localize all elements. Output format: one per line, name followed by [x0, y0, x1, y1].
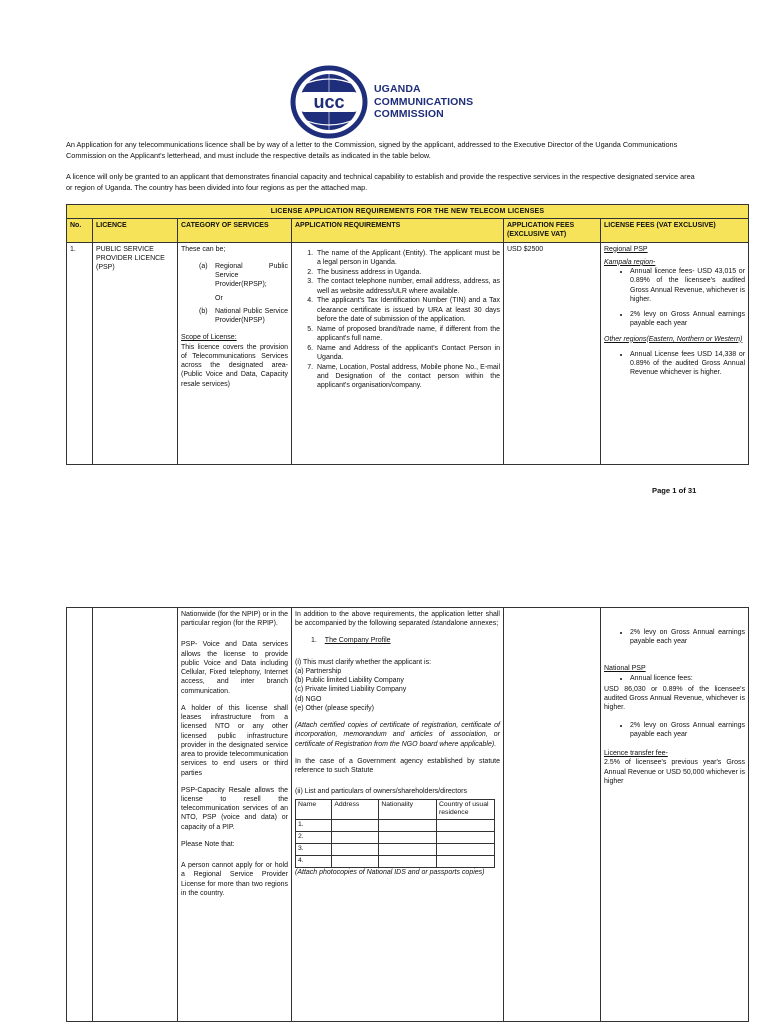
owner-cell[interactable]: [437, 832, 495, 844]
list-item: 7. Name, Location, Postal address, Mobile phone No., E-mail and Designation of the contact person within the applicant's organisation/company.: [315, 363, 500, 391]
kampala-fees-list: [630, 267, 745, 328]
company-profile-heading: The Company Profile: [324, 637, 391, 645]
government-agency-note: In the case of a Government agency established by statute reference to such Statute: [295, 757, 500, 775]
owners-list-label: (ii) List and particulars of owners/shareholders/directors: [295, 788, 467, 796]
owner-cell[interactable]: [437, 820, 495, 832]
category-paragraph: A holder of this license shall leases infrastructure from a licensed NTO or any other licensed public infrastructure provider in the designated service area to provide telecommunication services to end users or third parties: [181, 704, 289, 777]
table-title: LICENSE APPLICATION REQUIREMENTS FOR THE NEW TELECOM LICENSES: [67, 205, 749, 219]
row-number-empty: [67, 608, 93, 1022]
intro-paragraph-1: An Application for any telecommunications licence shall be by way of a letter to the Commission, signed by the applicant, addressed to the Executive Director of the Uganda Communications Commission on the Applicant's letterhead, and must include the respective details as indicated in the table below.: [66, 140, 678, 160]
col-header-license-fees: LICENSE FEES (VAT EXCLUSIVE): [601, 219, 749, 242]
owners-col-residence: Country of usual residence: [437, 799, 495, 820]
license-fees-cell: [601, 242, 749, 464]
col-header-category: CATEGORY OF SERVICES: [178, 219, 292, 242]
requirements-intro: In addition to the above requirements, the application letter shall be accompanied by the following separated /standalone annexes;: [295, 611, 500, 628]
entity-type: (a) Partnership: [295, 667, 342, 675]
owner-cell[interactable]: [332, 856, 379, 868]
owners-col-address: Address: [332, 799, 379, 820]
table-row: [67, 608, 749, 1022]
kampala-region-heading: Kampala region-: [604, 258, 656, 266]
owner-row-number: 3.: [296, 844, 332, 856]
owner-cell[interactable]: [332, 844, 379, 856]
owner-cell[interactable]: [332, 820, 379, 832]
ucc-globe-logo-icon: [290, 65, 368, 139]
regional-psp-heading: Regional PSP: [604, 245, 648, 253]
category-option-a: [199, 262, 288, 290]
national-fee-text: USD 86,030 or 0.89% of the licensee's audited Gross Annual Revenue, whichever is higher.: [604, 685, 745, 712]
option-marker: (a): [199, 262, 208, 270]
table-row: [296, 856, 495, 868]
ucc-logo: [290, 62, 473, 142]
option-text: Regional Public Service Provider(RPSP);: [215, 262, 288, 289]
org-name-line2: COMMUNICATIONS: [374, 95, 474, 108]
page-number: Page 1 of 31: [652, 486, 697, 495]
table-row: [296, 820, 495, 832]
requirements-list: [315, 249, 500, 391]
list-item: • Annual licence fees:: [630, 674, 745, 683]
list-item: • 2% levy on Gross Annual earnings payable each year: [630, 310, 745, 328]
requirements-cell: [292, 608, 504, 1022]
owner-cell[interactable]: [379, 856, 437, 868]
license-fees-cell: [601, 608, 749, 1022]
entity-type: (b) Public limited Liability Company: [295, 677, 404, 685]
list-item: • Annual licence fees- USD 43,015 or 0.89% of the licensee's audited Gross Annual Revenue, whichever is higher.: [630, 267, 745, 304]
entity-type: (e) Other (please specify): [295, 704, 374, 712]
category-intro: These can be;: [181, 245, 226, 253]
option-text: National Public Service Provider(NPSP): [215, 307, 288, 325]
national-psp-heading: National PSP: [604, 665, 646, 673]
scope-text: This licence covers the provision of Telecommunications Services across the designated area- (Public Voice and Data, Capacity resale services): [181, 343, 288, 388]
owners-col-name: Name: [296, 799, 332, 820]
col-header-application-fees: APPLICATION FEES (EXCLUSIVE VAT): [504, 219, 601, 242]
category-option-b: [199, 307, 288, 325]
list-item: • 2% levy on Gross Annual earnings payable each year: [630, 721, 745, 739]
licence-name: PUBLIC SERVICE PROVIDER LICENCE (PSP): [93, 242, 178, 464]
intro-paragraph-2: A licence will only be granted to an applicant that demonstrates financial capacity and technical capability to establish and provide the respective services in the respective designated service area or region of Uganda. The country has been divided into four regions as per the attached map.: [66, 172, 695, 192]
entity-type: (d) NGO: [295, 695, 322, 703]
owner-cell[interactable]: [379, 820, 437, 832]
application-fee: USD $2500: [504, 242, 601, 464]
category-cell: [178, 608, 292, 1022]
owner-row-number: 4.: [296, 856, 332, 868]
entity-type: (c) Private limited Liability Company: [295, 686, 407, 694]
requirements-cell: [292, 242, 504, 464]
transfer-fee-text: 2.5% of licensee's previous year's Gross Annual Revenue or USD 50,000 whichever is higher: [604, 759, 745, 785]
org-name: [374, 83, 473, 120]
category-paragraph: PSP-Capacity Resale allows the license to resell the telecommunication services of an NTO, PSP (voice and data) or capacity of a PIP.: [181, 786, 288, 831]
attach-certificates-note: (Attach certified copies of certificate of registration, certificate of incorporation, memorandum and articles of association, or certificate of Registration from the NGO board where applicable).: [295, 722, 500, 748]
table-row: [296, 832, 495, 844]
item-marker: 1.: [311, 637, 317, 645]
list-item: 1. The name of the Applicant (Entity). The applicant must be a legal person in Uganda.: [315, 249, 500, 267]
col-header-licence: LICENCE: [93, 219, 178, 242]
application-fee-empty: [504, 608, 601, 1022]
owner-cell[interactable]: [379, 844, 437, 856]
table-row: [296, 844, 495, 856]
clarify-text: (i) This must clarify whether the applicant is:: [295, 658, 432, 666]
list-item: • Annual License fees USD 14,338 or 0.89% of the audited Gross Annual Revenue whichever is higher.: [630, 350, 745, 378]
list-item: 6. Name and Address of the applicant's Contact Person in Uganda.: [315, 344, 500, 362]
national-levy-list: [630, 721, 745, 739]
org-name-line1: UGANDA: [374, 83, 421, 96]
col-header-no: No.: [67, 219, 93, 242]
owners-table: [295, 799, 495, 869]
owners-col-nationality: Nationality: [379, 799, 437, 820]
requirements-table-continued: [66, 607, 749, 1022]
list-item: 3. The contact telephone number, email address, address, as well as website address/ULR where available.: [315, 277, 500, 295]
other-regions-heading: Other regions(Eastern, Northern or Western): [604, 335, 743, 343]
levy-list: [630, 628, 745, 646]
transfer-fee-heading: Licence transfer fee-: [604, 750, 668, 758]
owner-row-number: 1.: [296, 820, 332, 832]
scope-title: Scope of License:: [181, 334, 237, 342]
national-fees-list: [630, 674, 745, 683]
other-regions-fees-list: [630, 350, 745, 378]
owner-cell[interactable]: [379, 832, 437, 844]
list-item: 4. The applicant's Tax Identification Number (TIN) and a Tax clearance certificate is issued by URA at least 30 days before the date of submission of the application.: [315, 296, 500, 324]
please-note: Please Note that:: [181, 840, 235, 848]
col-header-requirements: APPLICATION REQUIREMENTS: [292, 219, 504, 242]
category-or: Or: [215, 294, 223, 302]
list-item: • 2% levy on Gross Annual earnings payable each year: [630, 628, 745, 646]
photocopies-note: (Attach photocopies of National IDS and or passports copies): [295, 869, 485, 877]
row-number: 1.: [67, 242, 93, 464]
category-cell: [178, 242, 292, 464]
option-marker: (b): [199, 307, 208, 315]
table-row: [67, 242, 749, 464]
category-paragraph: PSP- Voice and Data services allows the license to provide public Voice and Data including Cellular, Fixed telephony, Internet access, and inter branch communication.: [181, 641, 288, 695]
category-paragraph: Nationwide (for the NPIP) or in the particular region (for the RPIP).: [181, 611, 288, 628]
company-profile-item: [311, 636, 500, 645]
org-name-line3: COMMISSION: [374, 108, 444, 121]
list-item: 5. Name of proposed brand/trade name, if different from the applicant's full name.: [315, 325, 500, 343]
owner-cell[interactable]: [437, 856, 495, 868]
list-item: 2. The business address in Uganda.: [315, 268, 500, 277]
owner-row-number: 2.: [296, 832, 332, 844]
owner-cell[interactable]: [332, 832, 379, 844]
owner-cell[interactable]: [437, 844, 495, 856]
logo-mark-text: ucc: [313, 92, 345, 112]
requirements-table: [66, 204, 749, 465]
category-paragraph: A person cannot apply for or hold a Regional Service Provider License for more than two regions in the country.: [181, 862, 288, 897]
licence-name-empty: [93, 608, 178, 1022]
